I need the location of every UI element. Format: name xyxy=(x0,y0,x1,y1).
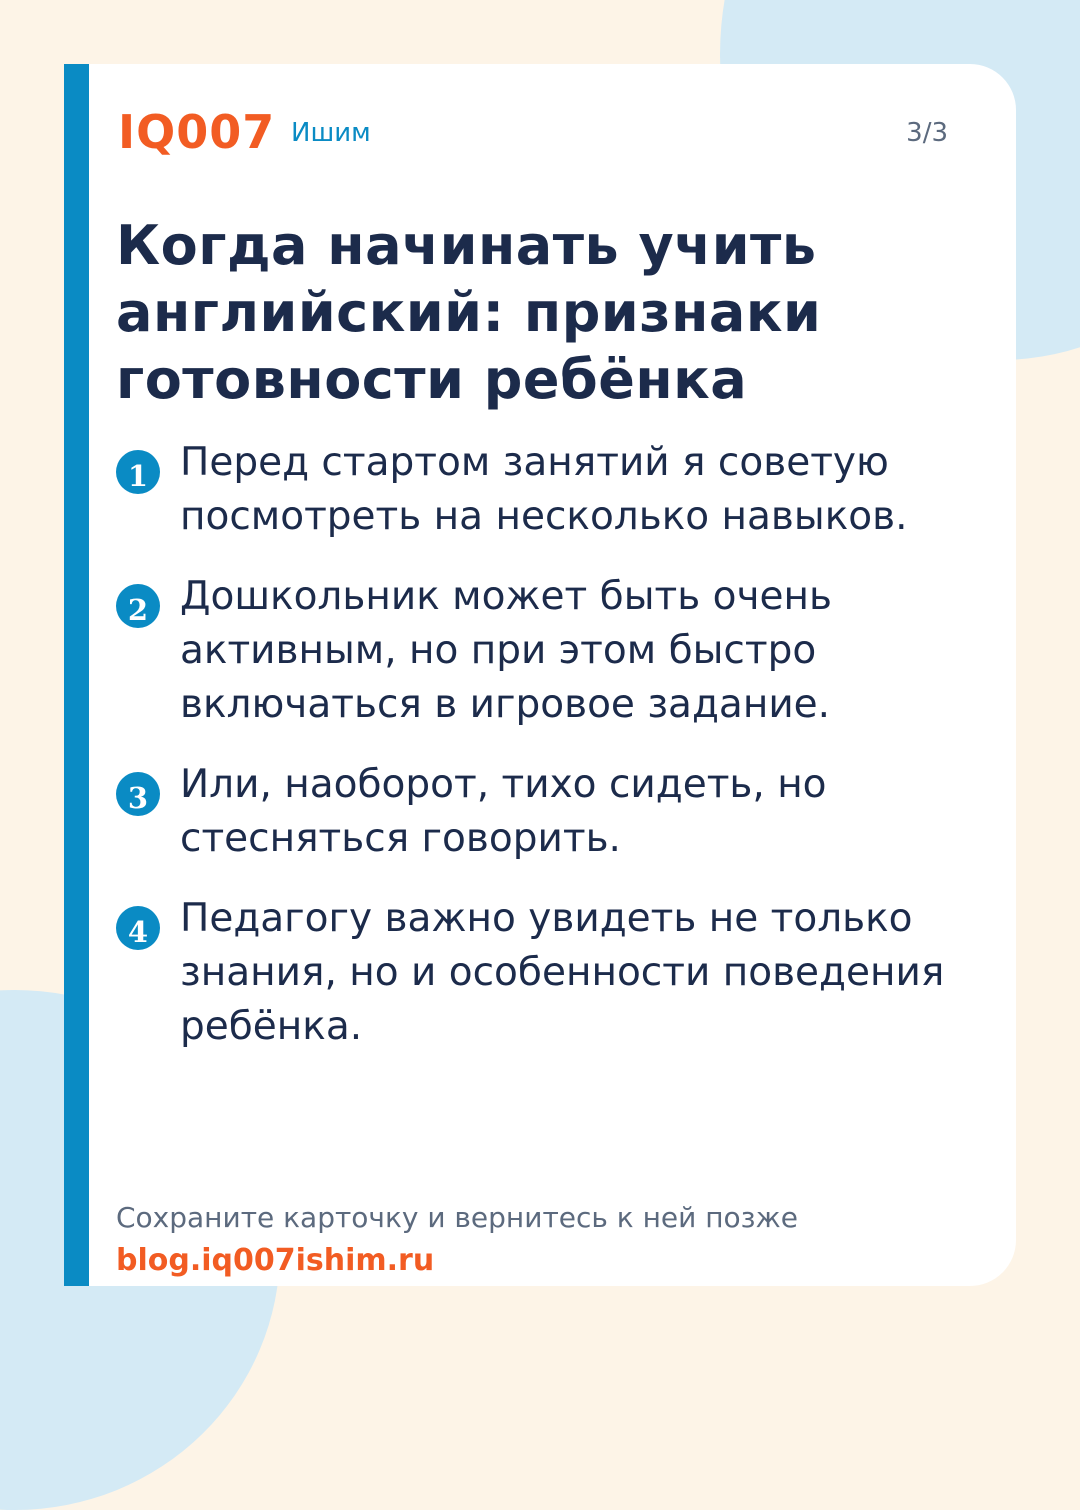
city-label: Ишим xyxy=(291,118,371,148)
page-counter: 3/3 xyxy=(906,118,948,148)
blog-link[interactable]: blog.iq007ishim.ru xyxy=(116,1243,435,1278)
content-card xyxy=(64,64,1016,1286)
save-card-note: Сохраните карточку и вернитесь к ней позже xyxy=(116,1201,798,1234)
list-item xyxy=(116,892,996,1054)
list-item xyxy=(116,758,996,866)
list-item-text: Или, наоборот, тихо сидеть, но стесняться говорить. xyxy=(180,762,827,861)
list-item-text: Педагогу важно увидеть не только знания, но и особенности поведения ребёнка. xyxy=(180,896,945,1049)
readiness-list xyxy=(116,436,996,1080)
card-title: Когда начинать учить английский: признаки готовности ребёнка xyxy=(116,214,822,411)
list-item xyxy=(116,570,996,732)
list-item-text: Дошкольник может быть очень активным, но при этом быстро включаться в игровое задание. xyxy=(180,574,832,727)
number-badge: 4 xyxy=(116,906,160,950)
number-badge: 3 xyxy=(116,772,160,816)
number-badge: 2 xyxy=(116,584,160,628)
card-accent-bar xyxy=(64,64,89,1286)
list-item xyxy=(116,436,996,544)
number-badge: 1 xyxy=(116,450,160,494)
brand-logo: IQ007 xyxy=(118,105,276,159)
list-item-text: Перед стартом занятий я советую посмотреть на несколько навыков. xyxy=(180,440,908,539)
